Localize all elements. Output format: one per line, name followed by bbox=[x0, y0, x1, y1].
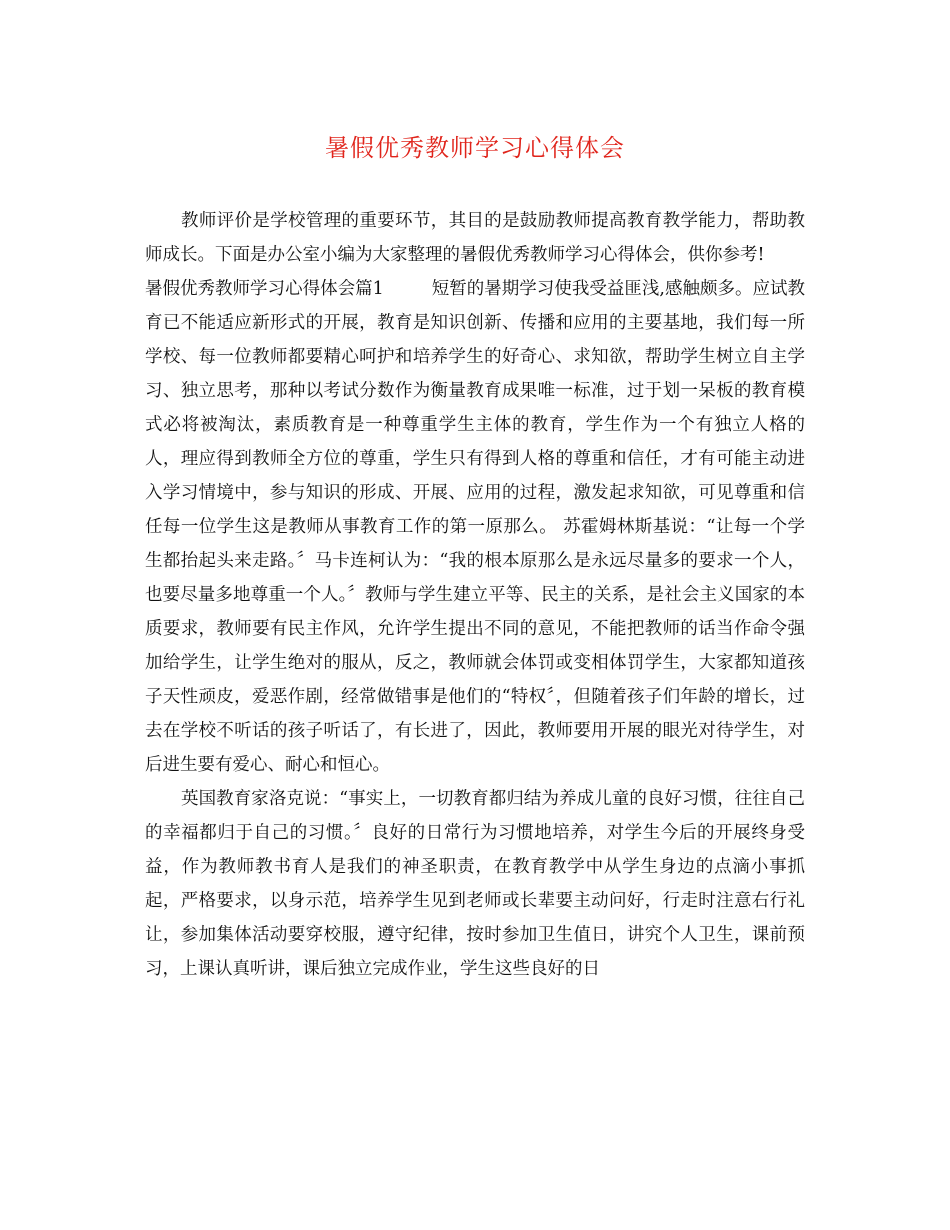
section-1-heading: 暑假优秀教师学习心得体会篇1 bbox=[145, 279, 384, 299]
document-body bbox=[145, 204, 805, 986]
paragraph-3: 英国教育家洛克说：“事实上，一切教育都归结为养成儿童的良好习惯，往往自己的幸福都归于自己的习惯。〞良好的日常行为习惯地培养，对学生今后的开展终身受益，作为教师教书育人是我们的神圣职责，在教育教学中从学生身边的点滴小事抓起，严格要求，以身示范，培养学生见到老师或长辈要主动问好，行走时注意右行礼让，参加集体活动要穿校服，遵守纪律，按时参加卫生值日，讲究个人卫生，课前预习，上课认真听讲，课后独立完成作业，学生这些良好的日 bbox=[145, 789, 805, 979]
section-1-text: 短暂的暑期学习使我受益匪浅,感触颇多。应试教育已不能适应新形式的开展，教育是知识创新、传播和应用的主要基地，我们每一所学校、每一位教师都要精心呵护和培养学生的好奇心、求知欲，帮助学生树立自主学习、独立思考，那种以考试分数作为衡量教育成果唯一标准，过于划一呆板的教育模式必将被淘汰，素质教育是一种尊重学生主体的教育，学生作为一个有独立人格的人，理应得到教师全方位的尊重，学生只有得到人格的尊重和信任，才有可能主动进入学习情境中，参与知识的形成、开展、应用的过程，激发起求知欲，可见尊重和信任每一位学生这是教师从事教育工作的第一原那么。 苏霍姆林斯基说：“让每一个学生都抬起头来走路。〞马卡连柯认为：“我的根本原那么是永远尽量多的要求一个人，也要尽量多地尊重一个人。〞教师与学生建立平等、民主的关系，是社会主义国家的本质要求，教师要有民主作风，允许学生提出不同的意见，不能把教师的话当作命令强加给学生，让学生绝对的服从，反之，教师就会体罚或变相体罚学生，大家都知道孩子天性顽皮，爱恶作剧，经常做错事是他们的“特权〞，但随着孩子们年龄的增长，过去在学校不听话的孩子听话了，有长进了，因此，教师要用开展的眼光对待学生，对后进生要有爱心、耐心和恒心。 bbox=[145, 279, 805, 775]
document-title: 暑假优秀教师学习心得体会 bbox=[325, 134, 625, 162]
section-1-paragraph bbox=[145, 272, 805, 782]
intro-paragraph: 教师评价是学校管理的重要环节，其目的是鼓励教师提高教育教学能力，帮助教师成长。下面是办公室小编为大家整理的暑假优秀教师学习心得体会，供你参考! bbox=[145, 211, 805, 265]
